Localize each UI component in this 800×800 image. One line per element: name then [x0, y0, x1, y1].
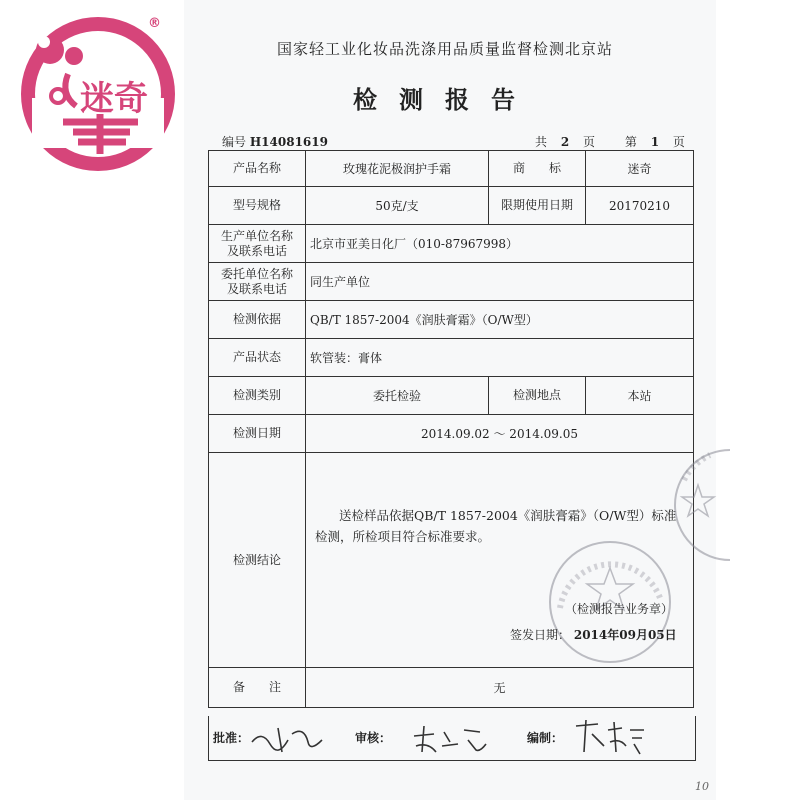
margin-note: 10	[695, 780, 709, 793]
total-pages-unit: 页	[583, 135, 596, 149]
serial-number	[222, 133, 328, 150]
model-value: 50克/支	[306, 187, 489, 225]
trademark-label: 商 标	[489, 151, 586, 187]
row-category	[209, 377, 694, 415]
sign-date-value: 2014年09月05日	[573, 628, 677, 642]
location-label: 检测地点	[489, 377, 586, 415]
review-label: 审核：	[355, 731, 392, 745]
compile-label: 编制：	[527, 731, 564, 745]
model-label: 型号规格	[209, 187, 306, 225]
registered-mark: ®	[148, 16, 161, 31]
serial-label: 编号	[222, 135, 247, 149]
total-pages-label: 共	[535, 135, 548, 149]
state-label: 产品状态	[209, 339, 306, 377]
trademark-value: 迷奇	[586, 151, 694, 187]
report-title: 检测报告	[353, 85, 537, 114]
product-name-value: 玫瑰花泥极润护手霜	[306, 151, 489, 187]
seal-stamp-partial	[670, 440, 730, 570]
row-producer	[209, 225, 694, 263]
reviewer-signature	[410, 722, 490, 758]
conclusion-label: 检测结论	[209, 453, 306, 668]
state-value: 软管装：膏体	[306, 339, 694, 377]
approver-signature	[248, 722, 328, 758]
sign-date	[510, 626, 677, 643]
date-label: 检测日期	[209, 415, 306, 453]
row-basis	[209, 301, 694, 339]
client-label	[209, 263, 306, 301]
approve-label: 批准：	[213, 731, 250, 745]
row-model	[209, 187, 694, 225]
row-client	[209, 263, 694, 301]
page-unit: 页	[672, 135, 685, 149]
organization-name: 国家轻工业化妆品洗涤用品质量监督检测北京站	[276, 40, 613, 58]
remarks-value: 无	[306, 668, 694, 708]
client-label-line1: 委托单位名称	[220, 266, 293, 281]
client-value: 同生产单位	[306, 263, 694, 301]
remarks-label: 备 注	[209, 668, 306, 708]
row-state	[209, 339, 694, 377]
brand-logo	[18, 14, 178, 174]
total-pages: 2	[560, 135, 570, 149]
client-label-line2: 及联系电话	[226, 281, 287, 296]
sign-date-label: 签发日期：	[510, 628, 571, 642]
row-product-name	[209, 151, 694, 187]
page-number: 1	[650, 135, 660, 149]
producer-value: 北京市亚美日化厂（010-87967998）	[306, 225, 694, 263]
date-value: 2014.09.02 ～ 2014.09.05	[306, 415, 694, 453]
row-date	[209, 415, 694, 453]
category-label: 检测类别	[209, 377, 306, 415]
category-value: 委托检验	[306, 377, 489, 415]
basis-label: 检测依据	[209, 301, 306, 339]
page-indicator	[535, 133, 685, 150]
serial-value: H14081619	[249, 135, 328, 149]
row-remarks	[209, 668, 694, 708]
product-name-label: 产品名称	[209, 151, 306, 187]
producer-label-line1: 生产单位名称	[220, 228, 293, 243]
expiry-label: 限期使用日期	[489, 187, 586, 225]
logo-text: 迷奇	[80, 79, 148, 119]
conclusion-text: 送检样品依据QB/T 1857-2004《润肤膏霜》（O/W型）标准检测，所检项目符合标准要求。	[315, 508, 677, 544]
stamp-note: （检测报告业务章）	[565, 602, 674, 616]
producer-label	[209, 225, 306, 263]
page-label: 第	[624, 135, 637, 149]
expiry-value: 20170210	[586, 187, 694, 225]
location-value: 本站	[586, 377, 694, 415]
basis-value: QB/T 1857-2004《润肤膏霜》（O/W型）	[306, 301, 694, 339]
producer-label-line2: 及联系电话	[226, 243, 287, 258]
compiler-signature	[570, 716, 650, 758]
